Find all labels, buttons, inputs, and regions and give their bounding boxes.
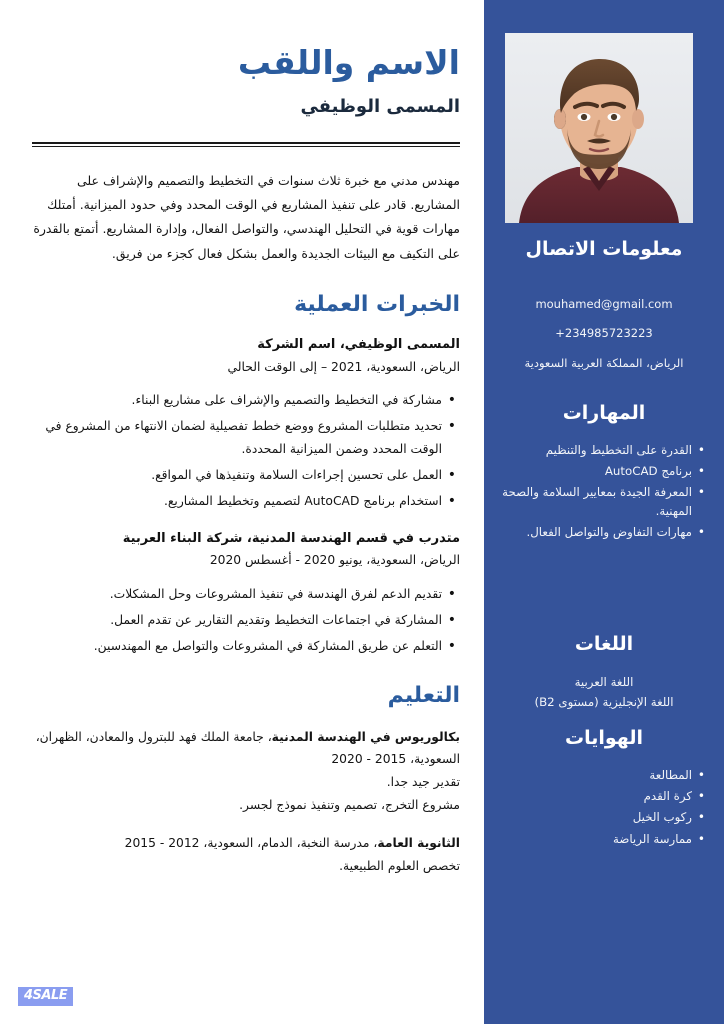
hobbies-title: الهوايات	[565, 727, 643, 749]
sidebar	[484, 0, 724, 1024]
experience-role: متدرب في قسم الهندسة المدنية، شركة البناء العربية	[122, 530, 460, 546]
education-degree: بكالوريوس في الهندسة المدنية	[271, 729, 460, 744]
experience-bullets	[24, 583, 460, 657]
education-details: ، جامعة الملك فهد للبترول والمعادن، الظهران، السعودية، 2015 - 2020	[35, 729, 460, 766]
list-item: • تحديد متطلبات المشروع ووضع خطط تفصيلية لضمان الانتهاء من المشروع في الوقت المحدد وضمن الميزانية المحددة.	[24, 415, 442, 459]
contact-section	[484, 238, 724, 371]
education-entry	[24, 726, 460, 816]
list-item: • ممارسة الرياضة	[500, 830, 692, 848]
experience-entry	[24, 336, 460, 511]
experience-section-title: الخبرات العملية	[294, 292, 460, 318]
education-section-title: التعليم	[387, 683, 460, 709]
experience-bullets	[24, 389, 460, 512]
education-project: مشروع التخرج، تصميم وتنفيذ نموذج لجسر.	[239, 797, 460, 812]
skills-title: المهارات	[562, 402, 646, 424]
education-line	[24, 832, 460, 854]
list-item: • برنامج AutoCAD	[500, 462, 692, 480]
education-grade: تخصص العلوم الطبيعية.	[339, 858, 460, 873]
profile-summary: مهندس مدني مع خبرة ثلاث سنوات في التخطيط والتصميم والإشراف على المشاريع. قادر على تنفيذ المشاريع في الوقت المحدد وفي حدود الميزانية. أمتلك مهارات قوية في التحليل الهندسي، والتواصل الفعال، وإدارة المشاريع. أتمتع بالقدرة على التكيف مع البيئات الجديدة والعمل بشكل فعال كجزء من فريق.	[33, 172, 460, 261]
watermark-badge: 4SALE	[18, 987, 73, 1006]
list-item: • استخدام برنامج AutoCAD لتصميم وتخطيط المشاريع.	[24, 490, 442, 512]
job-title: المسمى الوظيفي	[300, 95, 460, 117]
contact-email[interactable]: mouhamed@gmail.com	[535, 296, 673, 311]
experience-meta: الرياض، السعودية، 2021 – إلى الوقت الحالي	[227, 359, 460, 374]
education-grade: تقدير جيد جدا.	[386, 774, 460, 789]
header-divider	[32, 142, 460, 147]
skills-section	[484, 402, 724, 544]
contact-phone[interactable]: +234985723223	[555, 326, 653, 341]
languages-title: اللغات	[574, 633, 634, 655]
list-item: • مهارات التفاوض والتواصل الفعال.	[500, 523, 692, 541]
list-item: • المعرفة الجيدة بمعايير السلامة والصحة المهنية.	[500, 483, 692, 520]
list-item: اللغة الإنجليزية (مستوى B2)	[534, 694, 674, 709]
skills-list	[500, 441, 708, 541]
list-item: • القدرة على التخطيط والتنظيم	[500, 441, 692, 459]
hobbies-section	[484, 727, 724, 851]
languages-section	[484, 633, 724, 712]
list-item: • تقديم الدعم لفرق الهندسة في تنفيذ المشروعات وحل المشكلات.	[24, 583, 442, 605]
page-title: الاسم واللقب	[237, 43, 460, 82]
list-item: • كرة القدم	[500, 787, 692, 805]
experience-meta: الرياض، السعودية، يونيو 2020 - أغسطس 2020	[209, 553, 460, 568]
experience-role: المسمى الوظيفي، اسم الشركة	[257, 337, 460, 353]
education-details: ، مدرسة النخبة، الدمام، السعودية، 2012 - 2015	[124, 835, 378, 850]
education-degree: الثانوية العامة	[377, 835, 460, 850]
list-item: • ركوب الخيل	[500, 808, 692, 826]
contact-lines	[500, 297, 708, 372]
list-item: • المطالعة	[500, 766, 692, 784]
hobbies-list	[500, 766, 708, 848]
education-line	[24, 726, 460, 770]
profile-photo	[505, 33, 693, 223]
list-item: اللغة العربية	[574, 674, 634, 689]
list-item: • التعلم عن طريق المشاركة في المشروعات والتواصل مع المهندسين.	[24, 635, 442, 657]
contact-title: معلومات الاتصال	[525, 238, 683, 260]
list-item: • العمل على تحسين إجراءات السلامة وتنفيذها في المواقع.	[24, 464, 442, 486]
list-item: • مشاركة في التخطيط والتصميم والإشراف على مشاريع البناء.	[24, 389, 442, 411]
list-item: • المشاركة في اجتماعات التخطيط وتقديم التقارير عن تقدم العمل.	[24, 609, 442, 631]
contact-location: الرياض، المملكة العربية السعودية	[524, 355, 684, 370]
languages-list	[500, 672, 708, 712]
experience-entry	[24, 530, 460, 657]
education-entry	[24, 832, 460, 877]
